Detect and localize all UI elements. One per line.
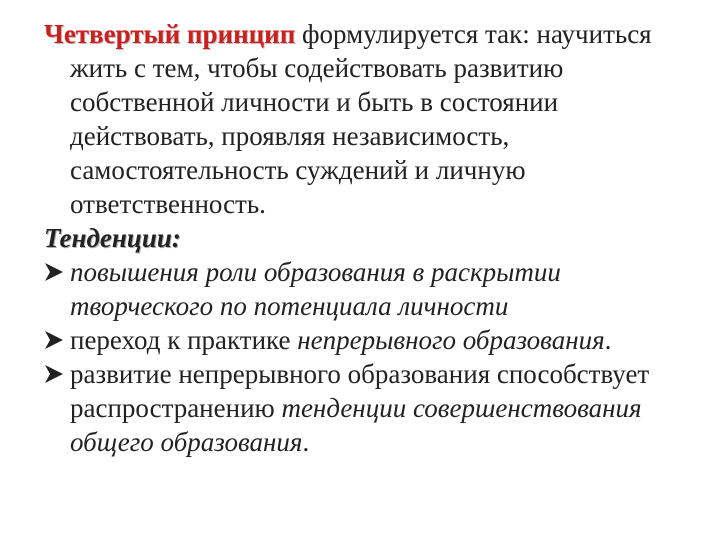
tendency-item-3 bbox=[44, 357, 694, 459]
tendency-plain-2: переход к практике bbox=[70, 325, 298, 355]
tendency-tail-2: . bbox=[604, 325, 612, 355]
tendency-item-1 bbox=[44, 255, 694, 323]
tendency-italic-3: тенденции совершенствования общего образования bbox=[70, 393, 642, 457]
arrowhead-bullet-icon bbox=[44, 357, 70, 391]
tendency-italic-1: повышения роли образования в раскрытии творческого по потенциала личности bbox=[70, 257, 561, 321]
arrowhead-bullet-icon bbox=[44, 323, 70, 357]
principle-text: формулируется так: научиться жить с тем, чтобы содействовать развитию собственной личности и быть в состоянии действовать, проявляя независимость, самостоятельность суждений и личную ответственность. bbox=[70, 19, 652, 219]
tendency-plain-3: развитие непрерывного образования способствует распространению bbox=[70, 359, 650, 423]
principle-paragraph bbox=[44, 17, 694, 221]
tendency-text-2 bbox=[70, 323, 694, 357]
slide-content bbox=[44, 17, 694, 459]
tendency-text-3 bbox=[70, 357, 694, 459]
tendency-item-2 bbox=[44, 323, 694, 357]
tendency-text-1 bbox=[70, 255, 694, 323]
tendency-tail-3: . bbox=[302, 427, 310, 457]
principle-lead: Четвертый принцип bbox=[44, 19, 296, 49]
tendencies-heading: Тенденции: bbox=[44, 223, 181, 253]
tendency-italic-2: непрерывного образования bbox=[297, 325, 605, 355]
arrowhead-bullet-icon bbox=[44, 255, 70, 289]
